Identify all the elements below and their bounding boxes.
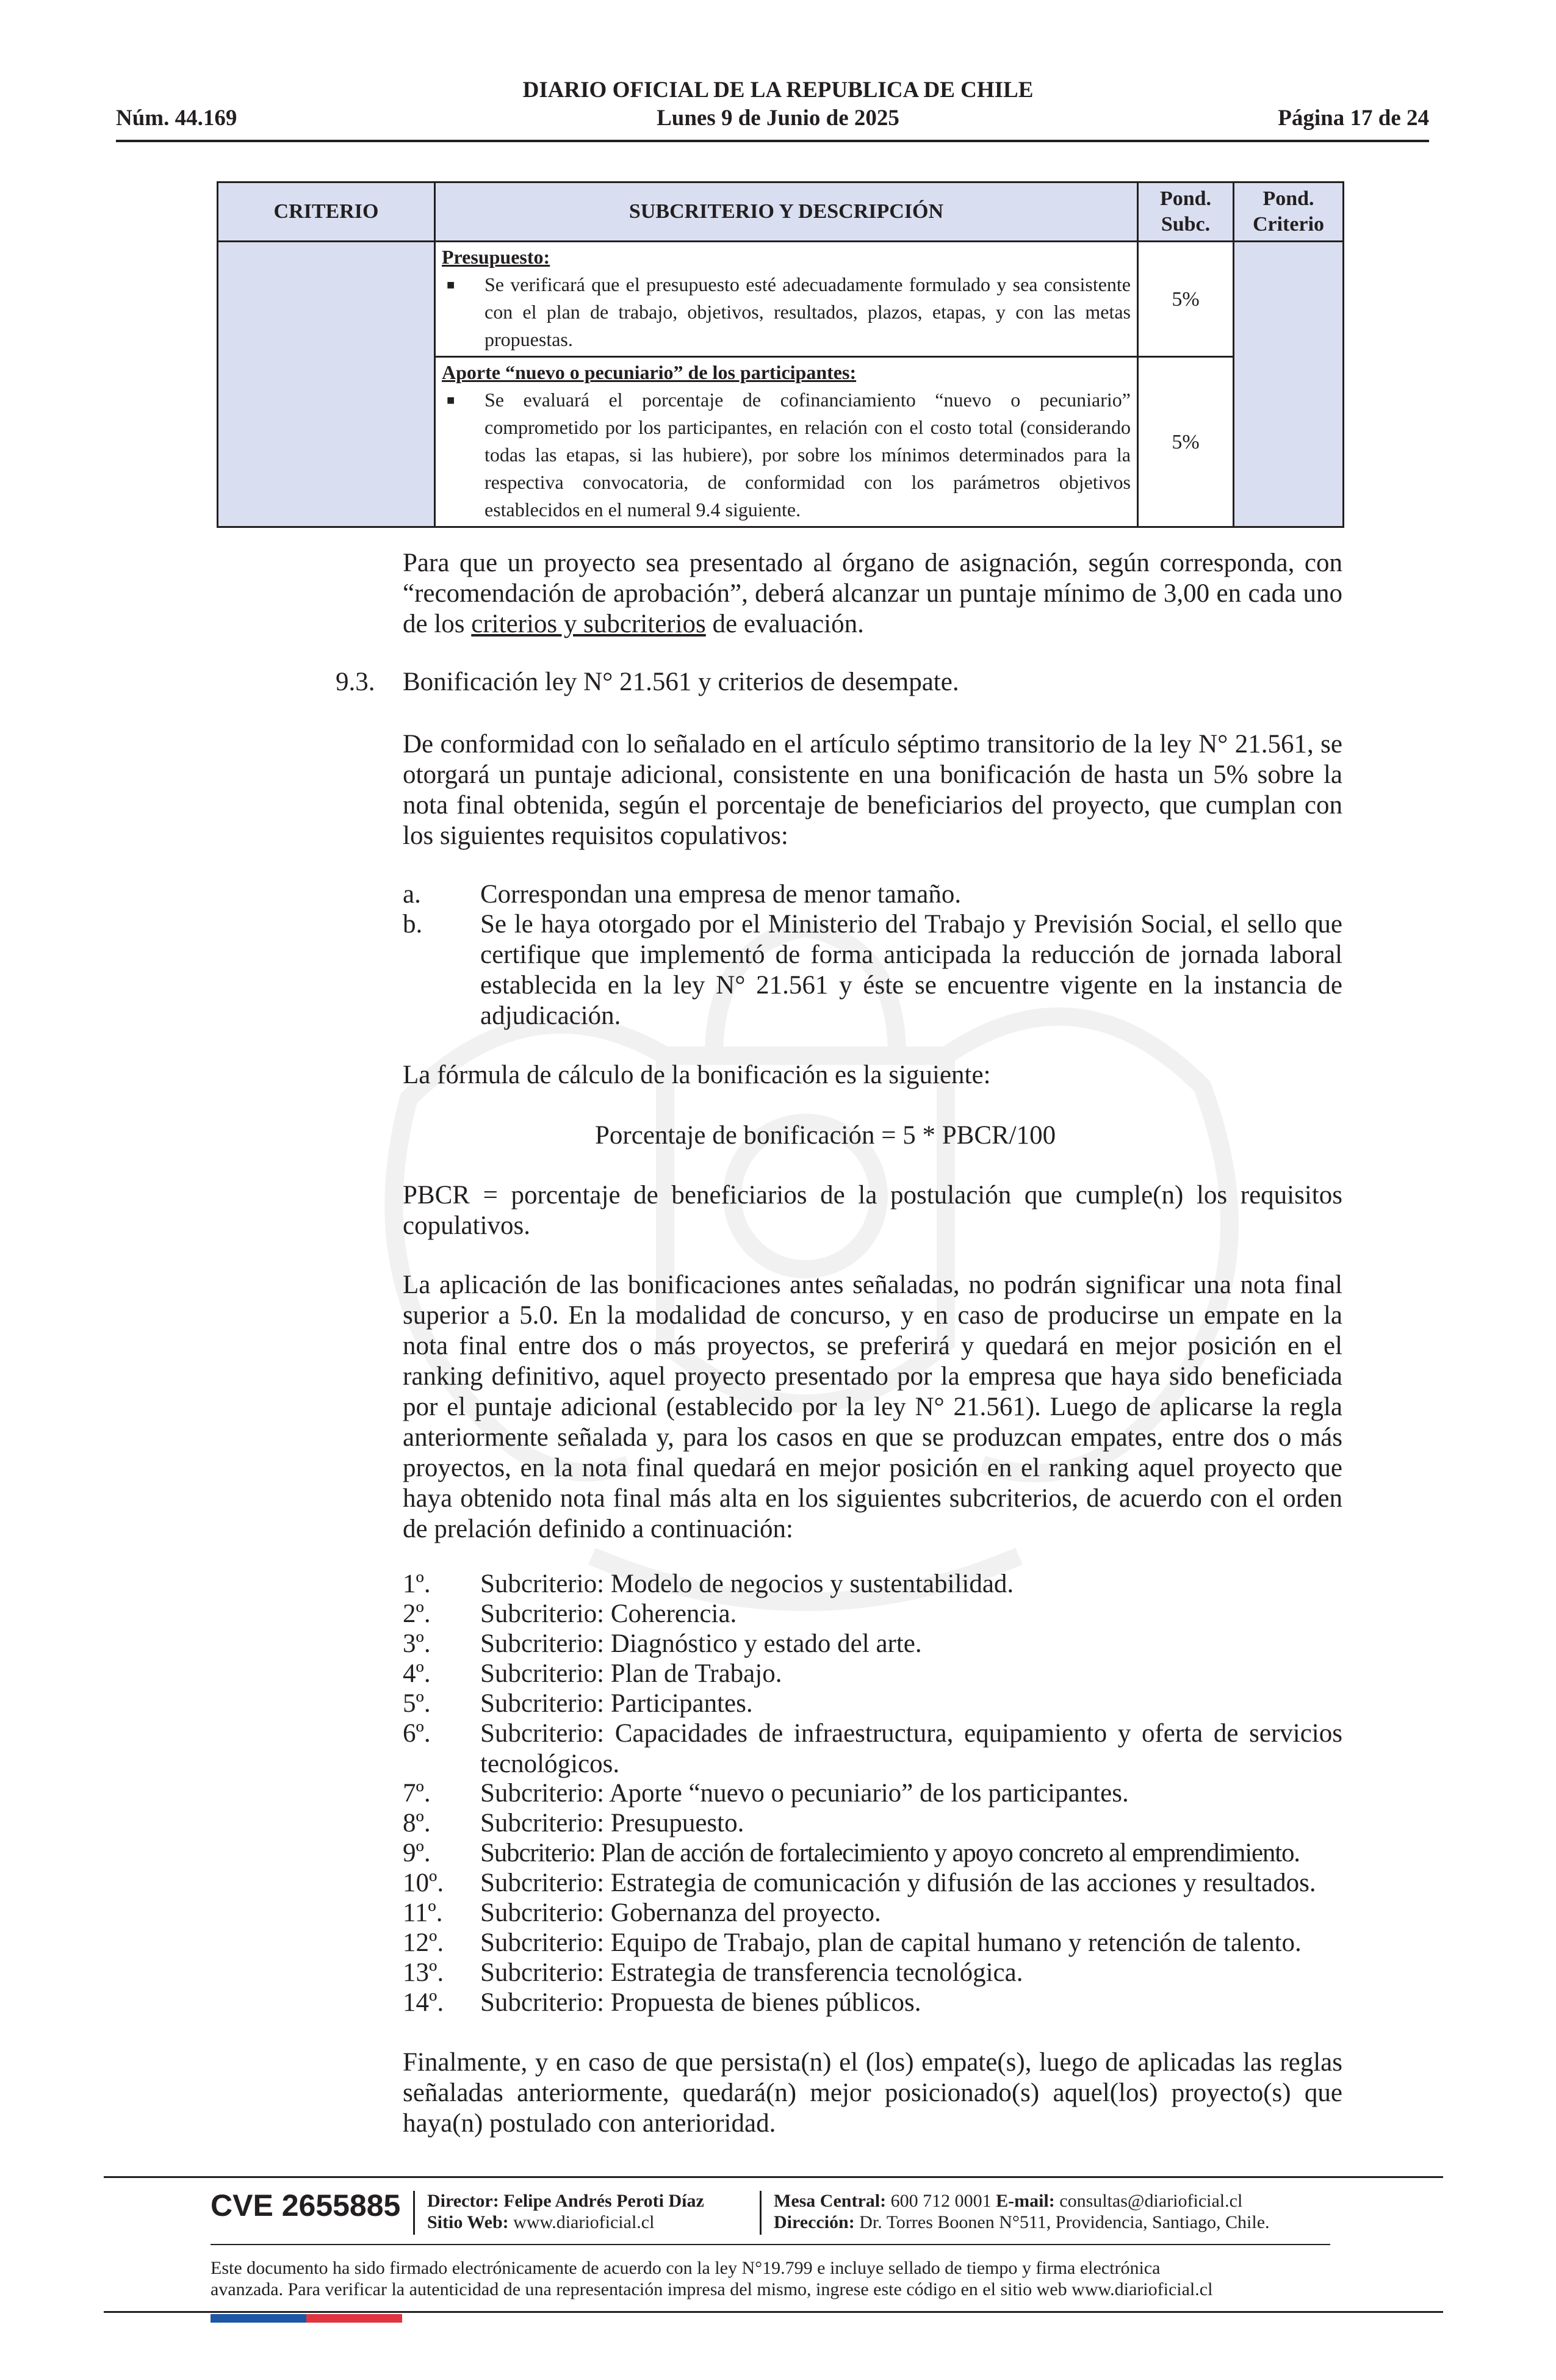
- list-number: 13º.: [403, 1958, 444, 1987]
- website-line: [427, 2212, 654, 2233]
- page-indicator: Página 17 de 24: [1278, 106, 1429, 131]
- address-line: [774, 2212, 1270, 2233]
- list-text: Subcriterio: Plan de acción de fortalecimiento y apoyo concreto al emprendimiento.: [480, 1839, 1300, 1867]
- section-title: Bonificación ley N° 21.561 y criterios de desempate.: [403, 668, 959, 696]
- list-text: Subcriterio: Aporte “nuevo o pecuniario” de los participantes.: [480, 1779, 1129, 1808]
- header-criterio: CRITERIO: [218, 182, 435, 242]
- address-text: Dr. Torres Boonen N°511, Providencia, Santiago, Chile.: [859, 2212, 1270, 2232]
- paragraph-final: Finalmente, y en caso de que persista(n) el (los) empate(s), luego de aplicadas las reglas señaladas anteriormente, quedará(n) mejor posicionado(s) aquel(los) proyecto(s) que haya(n) postulado con anterioridad.: [403, 2048, 1342, 2138]
- header-pond-subc: [1138, 182, 1234, 242]
- pond-criterio-cell: [1234, 242, 1344, 527]
- paragraph-text: Para que un proyecto sea presentado al órgano de asignación, según corresponda, con “recomendación de aprobación”, deberá alcanzar un puntaje mínimo de 3,00 en cada uno de los: [403, 549, 1342, 638]
- subcriterio-cell: [435, 242, 1138, 357]
- list-text: Subcriterio: Estrategia de transferencia tecnológica.: [480, 1958, 1023, 1987]
- subcriterio-description: Se evaluará el porcentaje de cofinanciamiento “nuevo o pecuniario” comprometido por los participantes, en relación con el costo total (considerando todas las etapas, si las hubiere), por sobre los mínimos determinados para la respectiva convocatoria, de conformidad con los parámetros objetivos establecidos en el numeral 9.4 siguiente.: [484, 389, 1131, 521]
- paragraph-minimum-score: [403, 548, 1342, 640]
- list-number: 14º.: [403, 1988, 444, 2017]
- requirement-a: [403, 879, 1440, 910]
- signature-notice-line2: avanzada. Para verificar la autenticidad de una representación impresa del mismo, ingrese este código en el sitio web www.diarioficial.cl: [211, 2279, 1213, 2299]
- list-text: Subcriterio: Gobernanza del proyecto.: [480, 1899, 881, 1927]
- list-text: Subcriterio: Diagnóstico y estado del arte.: [480, 1629, 922, 1658]
- square-bullet-icon: ■: [447, 392, 455, 408]
- header-pond-subc-line2: Subc.: [1161, 213, 1211, 236]
- square-bullet-icon: ■: [447, 277, 455, 292]
- pond-subc-value: 5%: [1138, 357, 1234, 527]
- list-number: 10º.: [403, 1869, 444, 1897]
- website-label: Sitio Web:: [427, 2212, 509, 2232]
- flag-bar-blue: [211, 2314, 306, 2323]
- footer-divider: [760, 2191, 762, 2235]
- mesa-phone: 600 712 0001: [890, 2191, 992, 2211]
- list-text: Subcriterio: Modelo de negocios y sustentabilidad.: [480, 1570, 1014, 1598]
- footer-top-rule: [104, 2176, 1443, 2178]
- newspaper-title: DIARIO OFICIAL DE LA REPUBLICA DE CHILE: [522, 78, 1034, 103]
- list-number: 9º.: [403, 1839, 431, 1867]
- email-label: E-mail:: [996, 2191, 1055, 2211]
- signature-notice-line1: Este documento ha sido firmado electrónicamente de acuerdo con la ley N°19.799 e incluye sellado de tiempo y firma electrónica: [211, 2258, 1161, 2278]
- cve-code: CVE 2655885: [211, 2188, 401, 2223]
- director-line: [427, 2191, 704, 2212]
- list-number: 7º.: [403, 1779, 431, 1808]
- list-number: 1º.: [403, 1570, 431, 1598]
- table-row: [218, 242, 1344, 357]
- list-text: Subcriterio: Plan de Trabajo.: [480, 1659, 782, 1688]
- header-pond-crit-line1: Pond.: [1262, 187, 1314, 210]
- header-pond-subc-line1: Pond.: [1159, 187, 1212, 210]
- header-pond-criterio: [1234, 182, 1344, 242]
- list-number: 5º.: [403, 1689, 431, 1718]
- subcriterio-title: Presupuesto:: [442, 246, 550, 268]
- subcriterio-title: Aporte “nuevo o pecuniario” de los participantes:: [442, 361, 857, 383]
- paragraph-pbcr: PBCR = porcentaje de beneficiarios de la postulación que cumple(n) los requisitos copulativos.: [403, 1181, 1342, 1240]
- list-text: Subcriterio: Equipo de Trabajo, plan de capital humano y retención de talento.: [480, 1928, 1302, 1957]
- header-rule: [116, 140, 1429, 142]
- director-label: Director:: [427, 2191, 499, 2211]
- mesa-label: Mesa Central:: [774, 2191, 887, 2211]
- issue-date: Lunes 9 de Junio de 2025: [657, 106, 899, 131]
- header-subcriterio: SUBCRITERIO Y DESCRIPCIÓN: [435, 182, 1138, 242]
- requirement-text: Correspondan una empresa de menor tamaño.: [480, 880, 962, 909]
- footer-bottom-rule: [104, 2311, 1443, 2313]
- footer-mid-rule: [211, 2244, 1330, 2245]
- formula-intro: La fórmula de cálculo de la bonificación es la siguiente:: [403, 1061, 991, 1089]
- list-number: 11º.: [403, 1899, 443, 1927]
- list-number: 3º.: [403, 1629, 431, 1658]
- list-text: Subcriterio: Presupuesto.: [480, 1809, 744, 1837]
- subcriterio-description: Se verificará que el presupuesto esté adecuadamente formulado y sea consistente con el plan de trabajo, objetivos, resultados, plazos, etapas, y con las metas propuestas.: [484, 273, 1131, 350]
- paragraph-tiebreak: La aplicación de las bonificaciones antes señaladas, no podrán significar una nota final superior a 5.0. En la modalidad de concurso, y en caso de producirse un empate en la nota final entre dos o más proyectos, se preferirá y quedará en mejor posición en el ranking definitivo, aquel proyecto presentado por la empresa que haya sido beneficiada por el puntaje adicional (establecido por la ley N° 21.561). Luego de aplicarse la regla anteriormente señalada y, para los casos en que se produzcan empates, entre dos o más proyectos, en la nota final quedará en mejor posición en el ranking aquel proyecto que haya obtenido nota final más alta en los siguientes subcriterios, de acuerdo con el orden de prelación definido a continuación:: [403, 1271, 1342, 1543]
- director-name: Felipe Andrés Peroti Díaz: [503, 2191, 704, 2211]
- criteria-table: [217, 181, 1344, 528]
- issue-number: Núm. 44.169: [116, 106, 237, 131]
- list-text: Subcriterio: Capacidades de infraestructura, equipamiento y oferta de servicios tecnológicos.: [480, 1719, 1342, 1778]
- header-pond-crit-line2: Criterio: [1252, 213, 1325, 236]
- address-label: Dirección:: [774, 2212, 855, 2232]
- flag-bar-red: [306, 2314, 402, 2323]
- email-link[interactable]: consultas@diarioficial.cl: [1059, 2191, 1243, 2211]
- list-number: 12º.: [403, 1928, 444, 1957]
- list-number: 4º.: [403, 1659, 431, 1688]
- paragraph-text: de evaluación.: [705, 610, 864, 638]
- requirement-text: Se le haya otorgado por el Ministerio del Trabajo y Previsión Social, el sello que certifique que implementó de forma anticipada la reducción de jornada laboral establecida en la ley N° 21.561 y éste se encuentre vigente en la instancia de adjudicación.: [480, 910, 1342, 1030]
- criterio-cell: [218, 242, 435, 527]
- footer-divider: [413, 2191, 415, 2235]
- website-link[interactable]: www.diarioficial.cl: [513, 2212, 655, 2232]
- list-text: Subcriterio: Estrategia de comunicación y difusión de las acciones y resultados.: [480, 1869, 1316, 1897]
- requirement-b: [403, 909, 1440, 1031]
- contact-line: [774, 2191, 1242, 2212]
- list-text: Subcriterio: Participantes.: [480, 1689, 753, 1718]
- list-number: 6º.: [403, 1719, 431, 1748]
- criteria-link[interactable]: criterios y subcriterios: [471, 610, 706, 638]
- paragraph-bonus: De conformidad con lo señalado en el artículo séptimo transitorio de la ley N° 21.561, se otorgará un puntaje adicional, consistente en una bonificación de hasta un 5% sobre la nota final obtenida, según el porcentaje de beneficiarios del proyecto, que cumplan con los siguientes requisitos copulativos:: [403, 730, 1342, 850]
- list-number: 2º.: [403, 1599, 431, 1628]
- list-number: 8º.: [403, 1809, 431, 1837]
- list-text: Subcriterio: Coherencia.: [480, 1599, 737, 1628]
- section-number: 9.3.: [336, 668, 375, 696]
- formula: Porcentaje de bonificación = 5 * PBCR/100: [595, 1121, 1056, 1150]
- pond-subc-value: 5%: [1138, 242, 1234, 357]
- subcriterio-cell: [435, 357, 1138, 527]
- requirement-label: b.: [403, 910, 423, 939]
- list-text: Subcriterio: Propuesta de bienes públicos.: [480, 1988, 921, 2017]
- requirement-label: a.: [403, 880, 421, 909]
